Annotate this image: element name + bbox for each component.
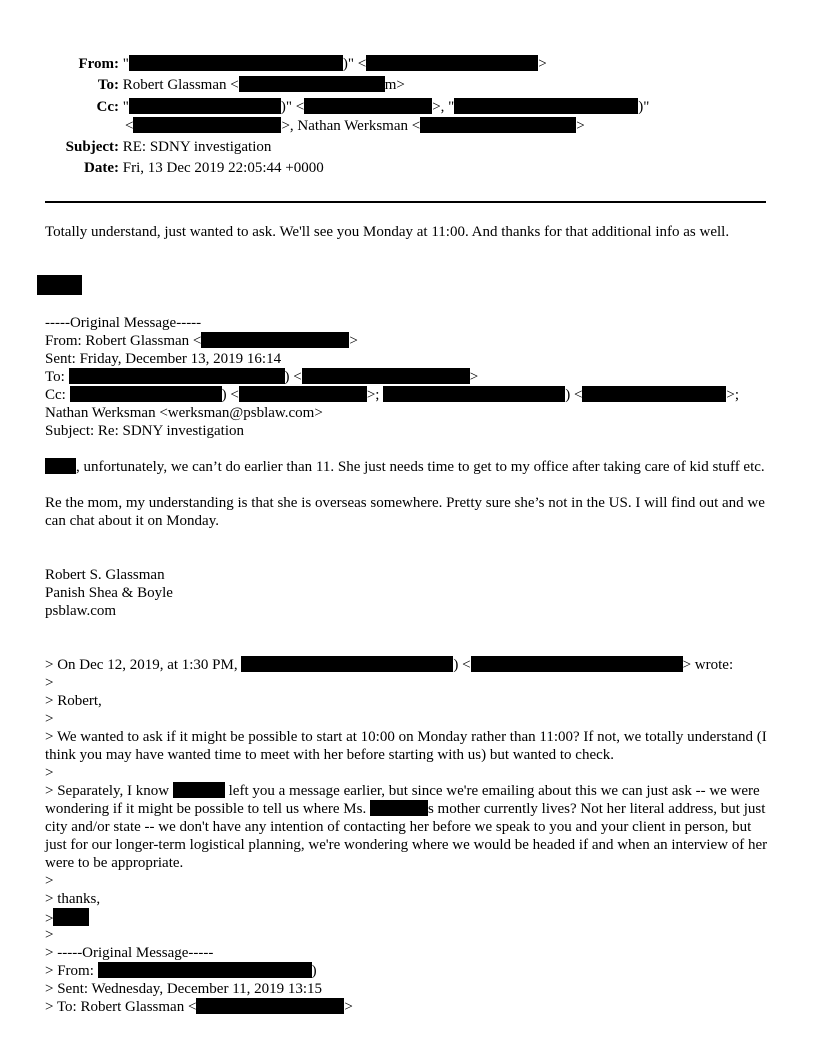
cc-name: >, Nathan Werksman < [281,118,421,134]
header-cc-row-2: < >, Nathan Werksman < > [125,118,585,134]
original-para-1-text: , unfortunately, we can’t do earlier than 11. She just needs time to get to my office after taking care of kid stuff etc. [76,459,765,475]
signature-name: Robert S. Glassman [45,567,165,583]
header-subject-row [45,138,271,156]
quoted-gt: > [45,873,54,889]
redaction [37,275,82,295]
subject-value: RE: SDNY investigation [122,139,272,155]
redaction [196,998,344,1014]
quoted-to-text: > To: Robert Glassman < [45,999,197,1015]
original-from-text: From: Robert Glassman < [45,333,202,349]
redaction [304,98,432,114]
quoted-para-2-end: s mother currently lives? Not her literal address, but just city and/or state -- we don't have any intention of contacting her before we speak to you and your client in person, but just for our longer-term logistical planning, we're wondering where we would be headed if and when an interview of her were to be appropriate. [45,801,768,871]
signature-block [37,275,82,297]
header-cc-row: Cc: " )" < >, " )" [45,98,649,116]
reply-text: Totally understand, just wanted to ask. We'll see you Monday at 11:00. And thanks for that additional info as well. [45,224,730,240]
redaction [471,656,683,672]
quoted-to: > To: Robert Glassman < > [45,999,353,1015]
redaction [70,386,222,402]
original-to-label: To: [45,369,65,385]
quoted-gt: > [45,675,54,691]
date-label: Date: [84,160,119,176]
subject-label: Subject: [65,139,119,155]
quoted-original-marker: > -----Original Message----- [45,945,214,961]
quoted-greeting: > Robert, [45,693,102,709]
header-from-row: From: " )" < > [45,55,547,73]
cc-label: Cc: [96,99,119,115]
redaction [454,98,638,114]
redaction [239,386,367,402]
to-label: To: [97,77,119,93]
quoted-gt: > [45,765,54,781]
quoted-on-end: > wrote: [682,657,734,673]
redaction [173,782,225,798]
redaction [370,800,428,816]
redaction [53,908,89,926]
redaction [129,55,343,71]
from-label: From: [78,56,119,72]
original-message-marker: -----Original Message----- [45,315,202,331]
original-from: From: Robert Glassman < > [45,333,358,349]
quoted-gt-inline: > [45,911,54,927]
to-name: Robert Glassman < [122,77,239,93]
redaction [366,55,538,71]
quoted-on-line: > On Dec 12, 2019, at 1:30 PM, ) < > wrote: [45,657,734,673]
redaction [129,98,281,114]
quoted-from: > From: ) [45,963,317,979]
redaction [69,368,285,384]
quoted-para-2-mid: left you a message earlier, but since we're emailing about this we can just ask -- we were wondering if it might be possible to tell us where Ms. [45,783,760,817]
original-cc-label: Cc: [45,387,66,403]
original-cc: Cc: ) < >; ) < >; [45,387,740,403]
redaction [420,117,576,133]
quoted-signoff [45,908,89,928]
redaction [98,962,312,978]
quoted-from-label: > From: [45,963,94,979]
quoted-para-2 [45,782,775,872]
signature-firm: Panish Shea & Boyle [45,585,173,601]
redaction [201,332,349,348]
redaction [302,368,470,384]
quoted-gt: > [45,927,54,943]
header-divider [45,201,766,203]
signature-site: psblaw.com [45,603,117,619]
original-para-2: Re the mom, my understanding is that she is overseas somewhere. Pretty sure she’s not in the US. I will find out and we can chat about it on Monday. [45,495,765,529]
date-value: Fri, 13 Dec 2019 22:05:44 +0000 [122,160,324,176]
redaction [45,458,76,474]
quoted-on-start: > On Dec 12, 2019, at 1:30 PM, [45,657,238,673]
quoted-gt: > [45,711,54,727]
quoted-para-1: > We wanted to ask if it might be possible to start at 10:00 on Monday rather than 11:00? If not, we totally understand (I think you may have wanted time to meet with her before starting with us) but wanted to check. [45,729,767,763]
quoted-para-2-start: > Separately, I know [45,783,170,799]
original-subject: Subject: Re: SDNY investigation [45,423,245,439]
redaction [383,386,565,402]
redaction [582,386,726,402]
header-to-row: To: Robert Glassman < m> [45,76,405,94]
redaction [239,76,385,92]
original-sent: Sent: Friday, December 13, 2019 16:14 [45,351,282,367]
original-cc-cont: Nathan Werksman <werksman@psblaw.com> [45,405,323,421]
original-to: To: ) < > [45,369,479,385]
quoted-thanks: > thanks, [45,891,101,907]
original-para-1 [45,458,775,476]
redaction [241,656,453,672]
header-date-row [45,159,324,177]
redaction [133,117,281,133]
quoted-sent: > Sent: Wednesday, December 11, 2019 13:15 [45,981,323,997]
